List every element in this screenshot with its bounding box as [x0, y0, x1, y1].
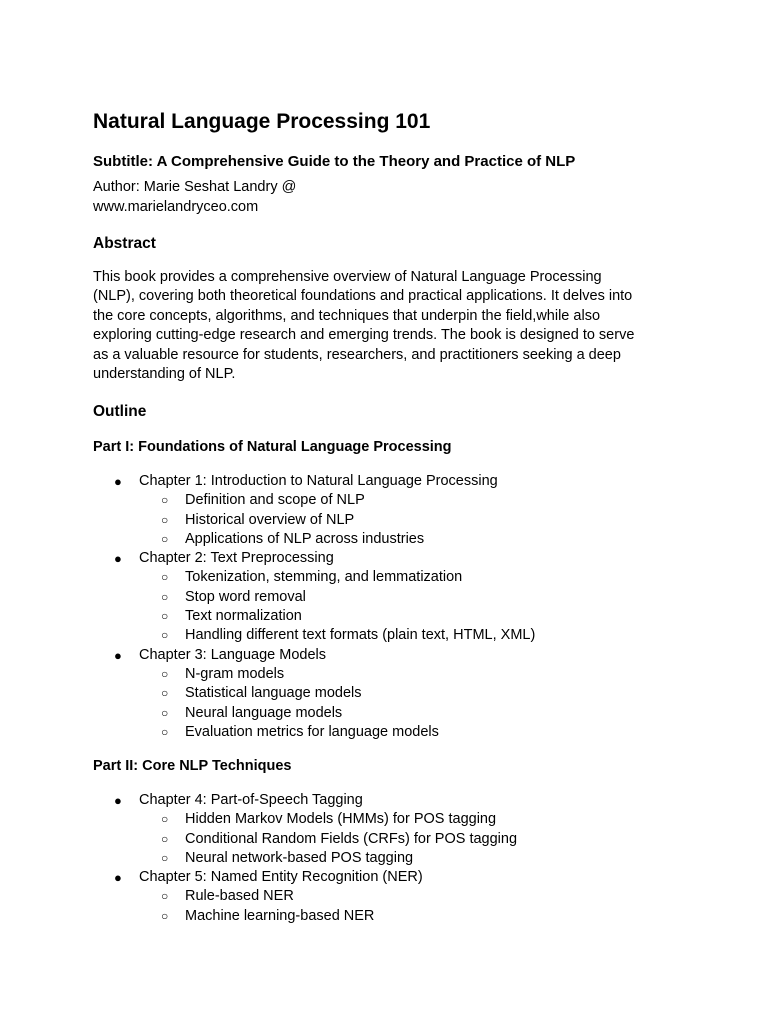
list-item-text: Historical overview of NLP: [185, 511, 355, 528]
abstract-line: exploring cutting-edge research and emerging trends. The book is designed to serve: [93, 327, 635, 344]
author-block: [93, 178, 296, 217]
part-1-chapter-list: [93, 472, 535, 742]
list-item: [93, 665, 535, 684]
list-item: [93, 607, 535, 626]
list-item: [93, 588, 535, 607]
list-item: [93, 568, 535, 587]
list-item-text: Hidden Markov Models (HMMs) for POS tagging: [185, 811, 497, 828]
list-item: [93, 684, 535, 703]
list-item: [93, 723, 535, 742]
list-item: [93, 491, 535, 510]
filled-bullet-icon: ●: [114, 551, 122, 567]
part-heading: Part I: Foundations of Natural Language Processing: [93, 439, 452, 455]
list-item: [93, 907, 517, 926]
hollow-bullet-icon: ○: [161, 512, 169, 527]
hollow-bullet-icon: ○: [161, 531, 169, 546]
list-item-text: Neural network-based POS tagging: [185, 849, 414, 866]
abstract-body: [93, 268, 683, 384]
list-item-text: Conditional Random Fields (CRFs) for POS tagging: [185, 830, 518, 847]
list-item-text: Tokenization, stemming, and lemmatization: [185, 569, 463, 586]
hollow-bullet-icon: ○: [161, 889, 169, 904]
chapter-item: [93, 549, 535, 645]
abstract-line: This book provides a comprehensive overview of Natural Language Processing: [93, 269, 602, 285]
hollow-bullet-icon: ○: [161, 589, 169, 604]
chapter-subitems: [139, 810, 517, 868]
list-item: [93, 849, 517, 868]
abstract-line: the core concepts, algorithms, and techniques that underpin the field,while also: [93, 307, 601, 324]
outline-heading: Outline: [93, 403, 147, 420]
chapter-subitems: [139, 665, 535, 742]
hollow-bullet-icon: ○: [161, 628, 169, 643]
list-item: [93, 830, 517, 849]
chapter-subitems: [139, 568, 535, 645]
chapter-subitems: [139, 887, 517, 926]
list-item-text: Neural language models: [185, 704, 343, 721]
abstract-heading: Abstract: [93, 235, 156, 252]
chapter-item: [93, 791, 517, 868]
chapter-item: [93, 646, 535, 742]
hollow-bullet-icon: ○: [161, 493, 169, 508]
list-item: [93, 511, 535, 530]
chapter-title: Chapter 2: Text Preprocessing: [139, 550, 334, 567]
abstract-line: (NLP), covering both theoretical foundations and practical applications. It delves into: [93, 288, 633, 305]
author-website: www.marielandryceo.com: [93, 198, 259, 215]
chapter-title: Chapter 3: Language Models: [139, 646, 327, 663]
list-item-text: Machine learning-based NER: [185, 907, 375, 924]
chapter-subitems: [139, 491, 535, 549]
list-item: [93, 887, 517, 906]
document-title: Natural Language Processing 101: [93, 110, 431, 133]
hollow-bullet-icon: ○: [161, 570, 169, 585]
list-item-text: Handling different text formats (plain text, HTML, XML): [185, 627, 536, 644]
hollow-bullet-icon: ○: [161, 831, 169, 846]
list-item-text: Stop word removal: [185, 588, 306, 605]
list-item-text: Applications of NLP across industries: [185, 530, 425, 547]
hollow-bullet-icon: ○: [161, 609, 169, 624]
list-item: [93, 530, 535, 549]
hollow-bullet-icon: ○: [161, 850, 169, 865]
chapter-title: Chapter 5: Named Entity Recognition (NER): [139, 869, 423, 886]
list-item: [93, 704, 535, 723]
hollow-bullet-icon: ○: [161, 724, 169, 739]
filled-bullet-icon: ●: [114, 647, 122, 663]
author-line: Author: Marie Seshat Landry @: [93, 179, 297, 195]
hollow-bullet-icon: ○: [161, 908, 169, 923]
chapter-title: Chapter 1: Introduction to Natural Language Processing: [139, 473, 498, 489]
hollow-bullet-icon: ○: [161, 812, 169, 827]
chapter-item: [93, 472, 535, 549]
list-item: [93, 810, 517, 829]
abstract-line: understanding of NLP.: [93, 366, 236, 383]
abstract-line: as a valuable resource for students, researchers, and practitioners seeking a deep: [93, 346, 621, 363]
chapter-title: Chapter 4: Part-of-Speech Tagging: [139, 792, 363, 808]
list-item-text: Definition and scope of NLP: [185, 492, 365, 509]
list-item-text: Evaluation metrics for language models: [185, 723, 439, 740]
hollow-bullet-icon: ○: [161, 705, 169, 720]
list-item-text: Statistical language models: [185, 685, 362, 702]
hollow-bullet-icon: ○: [161, 686, 169, 701]
filled-bullet-icon: ●: [114, 870, 122, 886]
list-item-text: Text normalization: [185, 608, 302, 625]
filled-bullet-icon: ●: [114, 793, 122, 808]
list-item-text: N-gram models: [185, 665, 285, 682]
document-subtitle: Subtitle: A Comprehensive Guide to the Theory and Practice of NLP: [93, 153, 576, 170]
list-item-text: Rule-based NER: [185, 888, 294, 905]
list-item: [93, 626, 535, 645]
hollow-bullet-icon: ○: [161, 666, 169, 681]
part-2-chapter-list: [93, 791, 517, 926]
chapter-item: [93, 868, 517, 926]
filled-bullet-icon: ●: [114, 474, 122, 489]
part-heading: Part II: Core NLP Techniques: [93, 758, 292, 774]
